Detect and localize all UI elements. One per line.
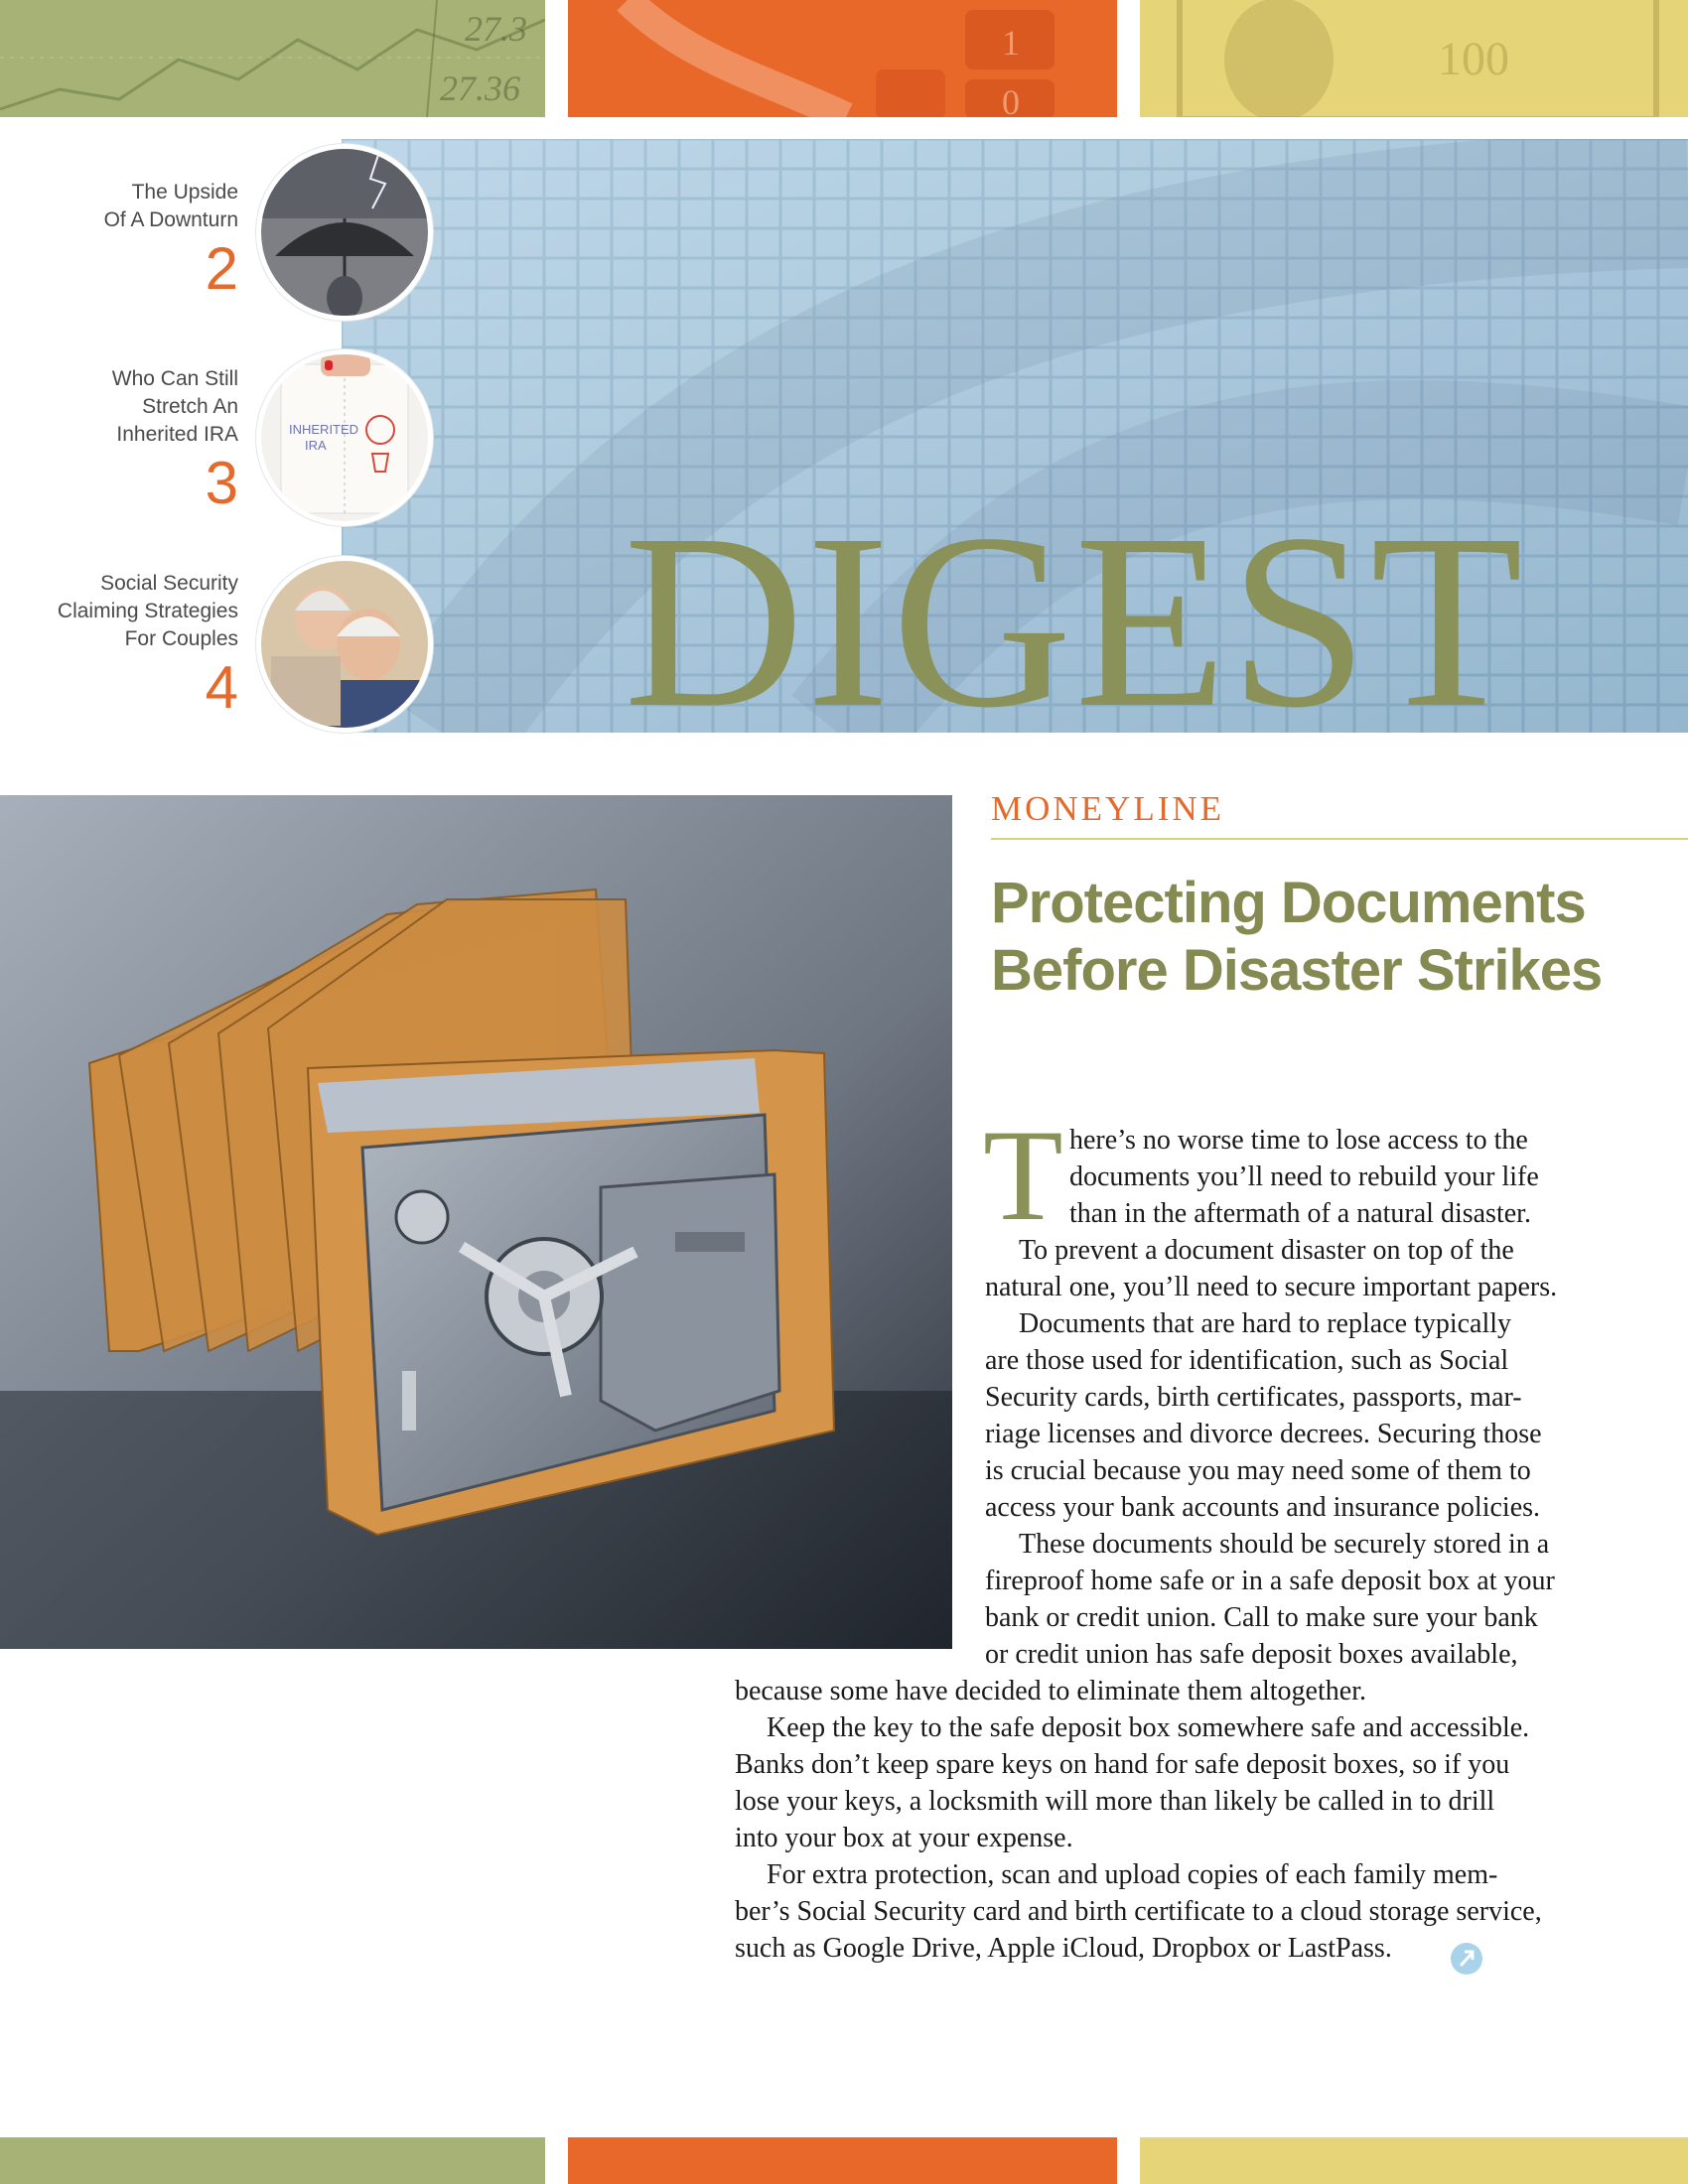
teaser-title: Inherited IRA xyxy=(116,423,238,446)
calculator-key-1: 1 xyxy=(1002,23,1020,63)
calculator-key-0: 0 xyxy=(1002,82,1020,117)
body-line: because some have decided to eliminate them altogether. xyxy=(735,1676,1366,1706)
body-line: lose your keys, a locksmith will more than likely be called in to drill xyxy=(735,1786,1495,1817)
teaser-title: Stretch An xyxy=(142,395,238,418)
headline-line: Protecting Documents xyxy=(991,871,1586,935)
teaser-title: For Couples xyxy=(124,627,238,650)
header-band-green xyxy=(0,0,545,117)
article-headline xyxy=(991,870,1676,1005)
svg-text:100: 100 xyxy=(1438,33,1509,85)
body-line: riage licenses and divorce decrees. Securing those xyxy=(985,1419,1542,1449)
dollar-bill-graphic xyxy=(1140,0,1688,117)
svg-text:IRA: IRA xyxy=(305,438,327,453)
drop-cap: T xyxy=(983,1102,1063,1248)
teaser-title: Of A Downturn xyxy=(103,208,238,231)
body-line: documents you’ll need to rebuild your life xyxy=(1069,1161,1539,1192)
vault-folder-image xyxy=(0,795,952,1649)
headline-line: Before Disaster Strikes xyxy=(991,938,1603,1003)
section-label: MONEYLINE xyxy=(991,789,1225,828)
body-line: here’s no worse time to lose access to the xyxy=(1069,1125,1528,1156)
body-line: natural one, you’ll need to secure important papers. xyxy=(985,1272,1558,1302)
body-line: To prevent a document disaster on top of the xyxy=(1019,1235,1514,1266)
body-line: are those used for identification, such as Social xyxy=(985,1345,1509,1376)
body-line: Documents that are hard to replace typically xyxy=(1019,1308,1512,1339)
article-photo-vault-folder xyxy=(0,795,952,1649)
teaser-title: Who Can Still xyxy=(111,367,238,390)
teaser-social-security[interactable] xyxy=(0,570,238,719)
section-divider xyxy=(991,838,1688,840)
body-line: fireproof home safe or in a safe deposit box at your xyxy=(985,1566,1555,1596)
teaser-upside-of-a-downturn[interactable] xyxy=(0,179,238,300)
footer-band-green xyxy=(0,2137,545,2184)
body-line: ber’s Social Security card and birth certificate to a cloud storage service, xyxy=(735,1896,1542,1927)
body-line: For extra protection, scan and upload copies of each family mem- xyxy=(767,1859,1498,1890)
body-line: is crucial because you may need some of them to xyxy=(985,1455,1531,1486)
teaser-image-couple[interactable] xyxy=(256,556,433,733)
footer-band-yellow xyxy=(1140,2137,1688,2184)
teaser-page-number: 4 xyxy=(205,654,238,721)
body-line: bank or credit union. Call to make sure your bank xyxy=(985,1602,1538,1633)
arrow-end-icon xyxy=(1451,1943,1482,1975)
teaser-image-umbrella[interactable] xyxy=(256,144,433,321)
senior-couple-image xyxy=(261,561,428,728)
teaser-inherited-ira[interactable] xyxy=(0,365,238,514)
teaser-page-number: 3 xyxy=(205,450,238,516)
teaser-title: Claiming Strategies xyxy=(57,600,238,622)
teaser-title: The Upside xyxy=(131,181,238,204)
calculator-graphic xyxy=(568,0,1117,117)
chart-value-top: 27.3 xyxy=(465,9,527,49)
body-line: access your bank accounts and insurance policies. xyxy=(985,1492,1541,1523)
masthead-title: DIGEST xyxy=(624,481,1525,759)
body-line: than in the aftermath of a natural disaster. xyxy=(1069,1198,1531,1229)
header-band-yellow xyxy=(1140,0,1688,117)
umbrella-storm-image xyxy=(261,149,428,316)
body-line: such as Google Drive, Apple iCloud, Dropbox or LastPass. xyxy=(735,1933,1392,1964)
body-line: Banks don’t keep spare keys on hand for safe deposit boxes, so if you xyxy=(735,1749,1510,1780)
body-line: Security cards, birth certificates, passports, mar- xyxy=(985,1382,1522,1413)
body-line: into your box at your expense. xyxy=(735,1823,1073,1853)
body-line: Keep the key to the safe deposit box somewhere safe and accessible. xyxy=(767,1712,1530,1743)
svg-text:INHERITED: INHERITED xyxy=(289,422,359,437)
chart-value-bottom: 27.36 xyxy=(440,68,520,108)
teaser-image-notebook[interactable] xyxy=(256,349,433,526)
footer-band-orange xyxy=(568,2137,1117,2184)
body-line: These documents should be securely stored in a xyxy=(1019,1529,1550,1560)
body-line: or credit union has safe deposit boxes available, xyxy=(985,1639,1518,1670)
inherited-ira-notebook-image xyxy=(261,354,428,521)
teaser-title: Social Security xyxy=(100,572,238,595)
arrow-end-icon-glyph xyxy=(1451,1943,1482,1975)
teaser-page-number: 2 xyxy=(205,235,238,302)
header-band-orange xyxy=(568,0,1117,117)
